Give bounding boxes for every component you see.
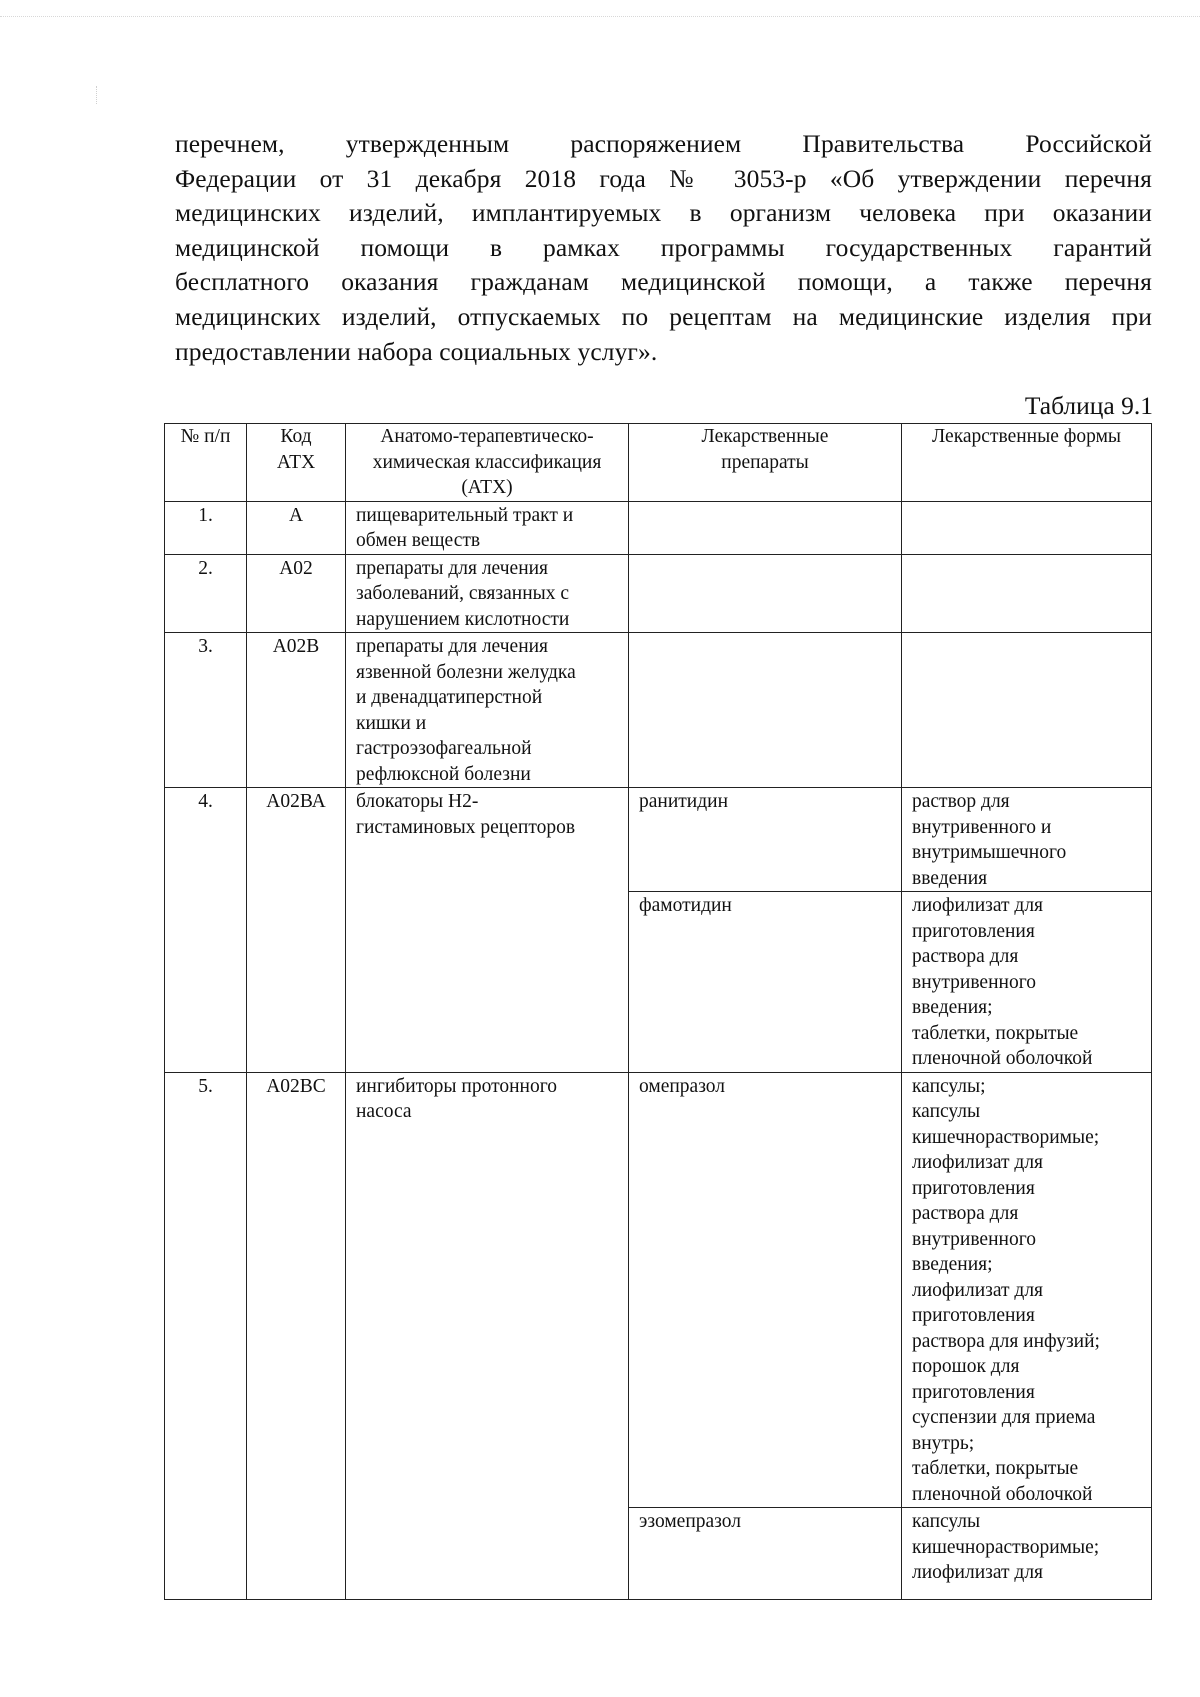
- dosage-forms: [902, 788, 1152, 892]
- header-drugs: [629, 424, 902, 502]
- intro-line: бесплатного оказания гражданам медицинской помощи, а также перечня: [175, 267, 1152, 297]
- intro-line: предоставлении набора социальных услуг».: [175, 336, 658, 366]
- row-number: 4.: [165, 788, 247, 1073]
- header-dosage-forms: [902, 424, 1152, 502]
- row-number: 2.: [165, 554, 247, 633]
- dosage-form-line: капсулы;: [912, 1075, 986, 1097]
- dosage-forms: [902, 1072, 1152, 1508]
- atc-classification: [346, 788, 629, 1073]
- classification-line: гастроэзофагеальной: [356, 738, 532, 759]
- drug-name: [629, 554, 902, 633]
- header-line: препараты: [721, 451, 809, 473]
- drug-name: [629, 633, 902, 788]
- dosage-form-line: внутривенного: [912, 1228, 1036, 1250]
- header-atc-classification: [346, 424, 629, 502]
- dosage-forms: [902, 1508, 1152, 1600]
- dosage-form-line: суспензии для приема: [912, 1407, 1096, 1428]
- dosage-form-line: таблетки, покрытые: [912, 1022, 1079, 1044]
- dosage-form-line: внутримышечного: [912, 842, 1067, 863]
- header-atc-code: [247, 424, 346, 502]
- dosage-form-line: порошок для: [912, 1356, 1020, 1377]
- header-line: Лекарственные формы: [931, 426, 1122, 447]
- row-number: 5.: [165, 1072, 247, 1600]
- dosage-form-line: кишечнорастворимые;: [912, 1126, 1100, 1148]
- dosage-form-line: кишечнорастворимые;: [912, 1536, 1100, 1558]
- scan-top-edge: [0, 16, 1200, 17]
- table-row: [165, 501, 1152, 554]
- dosage-form-line: пленочной оболочкой: [912, 1048, 1093, 1069]
- atc-classification: [346, 554, 629, 633]
- header-number: [165, 424, 247, 502]
- classification-line: кишки и: [356, 712, 427, 734]
- atc-code: А02В: [247, 633, 346, 788]
- table-row: [165, 633, 1152, 788]
- table-header-row: [165, 424, 1152, 502]
- dosage-form-line: таблетки, покрытые: [912, 1458, 1079, 1479]
- intro-line: медицинских изделий, имплантируемых в организм человека при оказании: [175, 198, 1152, 228]
- classification-line: гистаминовых рецепторов: [356, 816, 576, 838]
- classification-line: заболеваний, связанных с: [356, 583, 570, 604]
- dosage-form-line: пленочной оболочкой: [912, 1483, 1093, 1505]
- classification-line: и двенадцатиперстной: [356, 687, 543, 708]
- dosage-form-line: раствор для: [912, 791, 1010, 812]
- table-row: [165, 788, 1152, 892]
- dosage-form-line: приготовления: [912, 1305, 1035, 1326]
- drug-name: [629, 501, 902, 554]
- atc-code: А: [247, 501, 346, 554]
- dosage-form-line: внутривенного и: [912, 816, 1052, 838]
- classification-line: обмен веществ: [356, 530, 481, 551]
- dosage-form-line: раствора для: [912, 1203, 1019, 1224]
- dosage-form-line: лиофилизат для: [912, 1279, 1044, 1301]
- dosage-form-line: капсулы: [912, 1101, 981, 1122]
- dosage-form-line: приготовления: [912, 1177, 1035, 1199]
- dosage-form-line: введения;: [912, 1254, 993, 1275]
- header-line: (АТХ): [461, 477, 513, 498]
- scan-margin-mark: [96, 86, 98, 104]
- classification-line: препараты для лечения: [356, 557, 549, 579]
- dosage-form-line: лиофилизат для: [912, 895, 1044, 916]
- atc-classification: [346, 633, 629, 788]
- dosage-forms: [902, 554, 1152, 633]
- classification-line: рефлюксной болезни: [356, 763, 531, 785]
- header-line: Лекарственные: [701, 426, 829, 447]
- classification-line: пищеварительный тракт и: [356, 504, 574, 526]
- classification-line: язвенной болезни желудка: [356, 661, 576, 683]
- table-body: [165, 501, 1152, 1600]
- header-line: № п/п: [180, 426, 231, 447]
- drug-name: омепразол: [629, 1072, 902, 1508]
- header-line: Код: [280, 426, 312, 447]
- row-number: 3.: [165, 633, 247, 788]
- dosage-form-line: введения;: [912, 997, 993, 1018]
- intro-line: медицинской помощи в рамках программы государственных гарантий: [175, 232, 1152, 262]
- dosage-forms: [902, 892, 1152, 1073]
- classification-line: препараты для лечения: [356, 636, 549, 657]
- dosage-form-line: приготовления: [912, 920, 1035, 942]
- intro-line: медицинских изделий, отпускаемых по рецептам на медицинские изделия при: [175, 301, 1152, 331]
- classification-line: ингибиторы протонного: [356, 1075, 557, 1097]
- intro-line: перечнем, утвержденным распоряжением Правительства Российской: [175, 129, 1152, 158]
- dosage-forms: [902, 501, 1152, 554]
- classification-line: блокаторы Н2-: [356, 791, 479, 812]
- atc-code: А02: [247, 554, 346, 633]
- dosage-form-line: раствора для инфузий;: [912, 1330, 1100, 1352]
- row-number: 1.: [165, 501, 247, 554]
- intro-line: Федерации от 31 декабря 2018 года № 3053-р «Об утверждении перечня: [175, 163, 1152, 193]
- drug-name: фамотидин: [629, 892, 902, 1073]
- drug-name: ранитидин: [629, 788, 902, 892]
- atc-code: А02ВС: [247, 1072, 346, 1600]
- header-line: химическая классификация: [372, 451, 602, 473]
- table-caption: Таблица 9.1: [1024, 391, 1153, 420]
- atc-code: А02ВА: [247, 788, 346, 1073]
- dosage-form-line: внутривенного: [912, 971, 1036, 993]
- table-row: [165, 554, 1152, 633]
- dosage-forms: [902, 633, 1152, 788]
- dosage-form-line: лиофилизат для: [912, 1562, 1044, 1583]
- classification-line: насоса: [356, 1101, 412, 1122]
- header-line: Анатомо-терапевтическо-: [380, 426, 594, 447]
- intro-paragraph: [175, 127, 1152, 369]
- dosage-form-line: введения: [912, 867, 988, 889]
- dosage-form-line: капсулы: [912, 1511, 981, 1532]
- table-row: [165, 1072, 1152, 1508]
- atc-classification: [346, 1072, 629, 1600]
- drug-classification-table: [164, 423, 1152, 1600]
- drug-name: эзомепразол: [629, 1508, 902, 1600]
- dosage-form-line: раствора для: [912, 946, 1019, 967]
- header-line: АТХ: [276, 451, 316, 473]
- atc-classification: [346, 501, 629, 554]
- dosage-form-line: внутрь;: [912, 1432, 975, 1454]
- dosage-form-line: лиофилизат для: [912, 1152, 1044, 1173]
- dosage-form-line: приготовления: [912, 1381, 1035, 1403]
- classification-line: нарушением кислотности: [356, 608, 570, 630]
